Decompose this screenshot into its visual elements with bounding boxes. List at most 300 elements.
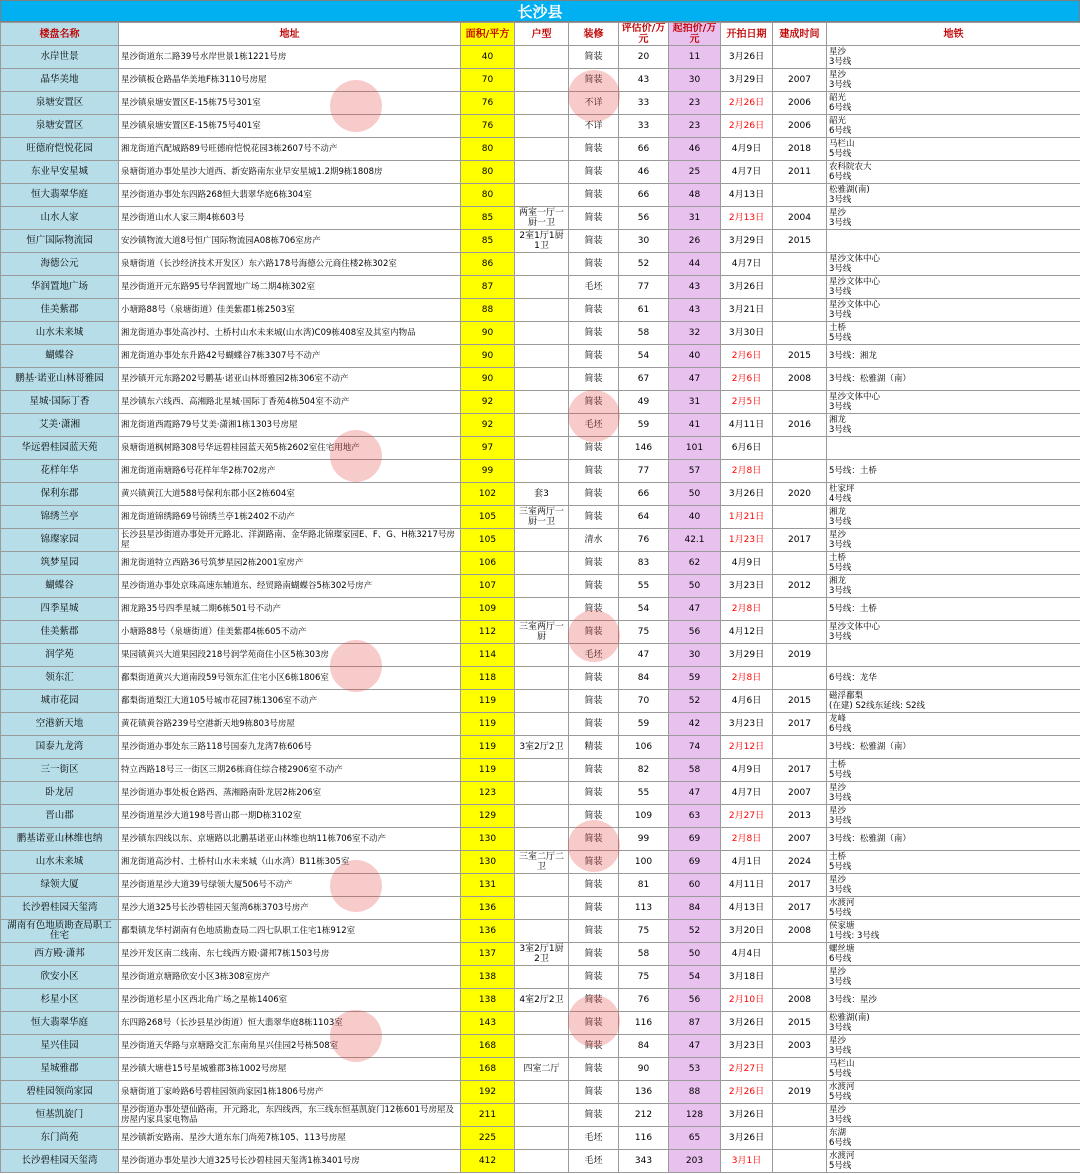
cell-area: 88	[461, 299, 515, 322]
cell-auction-date: 3月21日	[721, 299, 773, 322]
cell-built-year: 2019	[773, 1081, 827, 1104]
cell-built-year	[773, 460, 827, 483]
table-row	[1, 46, 1080, 69]
header-start-price: 起拍价/万元	[669, 23, 721, 46]
cell-auction-date: 2月10日	[721, 989, 773, 1012]
cell-start-price: 26	[669, 230, 721, 253]
cell-metro: 湘龙 3号线	[827, 414, 1080, 437]
cell-built-year: 2003	[773, 1035, 827, 1058]
cell-decoration: 简装	[569, 575, 619, 598]
cell-name: 空港新天地	[1, 713, 119, 736]
cell-built-year	[773, 943, 827, 966]
cell-area: 99	[461, 460, 515, 483]
cell-address: 星沙街道办事处东三路118号国泰九龙湾7栋606号	[119, 736, 461, 759]
cell-name: 恒大翡翠华庭	[1, 1012, 119, 1035]
cell-area: 76	[461, 92, 515, 115]
cell-address: 湘龙街道西霞路79号艾美·潇湘1栋1303号房屋	[119, 414, 461, 437]
cell-built-year	[773, 184, 827, 207]
cell-eval-price: 58	[619, 322, 669, 345]
table-row	[1, 483, 1080, 506]
cell-decoration: 毛坯	[569, 276, 619, 299]
cell-start-price: 50	[669, 483, 721, 506]
cell-eval-price: 77	[619, 460, 669, 483]
table-row	[1, 552, 1080, 575]
cell-eval-price: 20	[619, 46, 669, 69]
cell-name: 三一街区	[1, 759, 119, 782]
cell-start-price: 50	[669, 575, 721, 598]
cell-built-year	[773, 276, 827, 299]
cell-built-year	[773, 1104, 827, 1127]
cell-auction-date: 4月11日	[721, 414, 773, 437]
cell-auction-date: 4月9日	[721, 552, 773, 575]
cell-eval-price: 49	[619, 391, 669, 414]
cell-address: 长沙县星沙街道办事处开元路北、洋湖路南、金华路北锦璨家园E、F、G、H栋3217号房屋	[119, 529, 461, 552]
cell-auction-date: 2月6日	[721, 368, 773, 391]
cell-name: 花样年华	[1, 460, 119, 483]
cell-name: 星城雅郡	[1, 1058, 119, 1081]
cell-name: 长沙碧桂园天玺湾	[1, 1150, 119, 1173]
cell-built-year	[773, 322, 827, 345]
cell-built-year	[773, 46, 827, 69]
cell-start-price: 47	[669, 598, 721, 621]
cell-eval-price: 30	[619, 230, 669, 253]
header-auction-date: 开拍日期	[721, 23, 773, 46]
cell-layout	[515, 759, 569, 782]
cell-eval-price: 106	[619, 736, 669, 759]
cell-metro: 星沙 3号线	[827, 529, 1080, 552]
cell-area: 105	[461, 506, 515, 529]
cell-metro: 星沙 3号线	[827, 1104, 1080, 1127]
cell-built-year: 2017	[773, 713, 827, 736]
cell-auction-date: 3月23日	[721, 1035, 773, 1058]
cell-layout: 套3	[515, 483, 569, 506]
cell-layout	[515, 368, 569, 391]
cell-built-year: 2013	[773, 805, 827, 828]
table-row	[1, 851, 1080, 874]
cell-decoration: 简装	[569, 1012, 619, 1035]
cell-eval-price: 33	[619, 115, 669, 138]
table-row	[1, 966, 1080, 989]
cell-layout	[515, 690, 569, 713]
cell-name: 星兴佳园	[1, 1035, 119, 1058]
table-row	[1, 736, 1080, 759]
cell-start-price: 42	[669, 713, 721, 736]
cell-area: 114	[461, 644, 515, 667]
cell-eval-price: 75	[619, 920, 669, 943]
cell-start-price: 47	[669, 782, 721, 805]
cell-auction-date: 4月9日	[721, 759, 773, 782]
sheet-title: 长沙县	[0, 0, 1080, 22]
cell-start-price: 101	[669, 437, 721, 460]
cell-start-price: 56	[669, 989, 721, 1012]
cell-built-year: 2008	[773, 920, 827, 943]
cell-area: 92	[461, 414, 515, 437]
cell-layout	[515, 69, 569, 92]
table-row	[1, 529, 1080, 552]
cell-decoration: 简装	[569, 805, 619, 828]
cell-auction-date: 4月12日	[721, 621, 773, 644]
cell-auction-date: 3月20日	[721, 920, 773, 943]
cell-start-price: 87	[669, 1012, 721, 1035]
cell-layout	[515, 1035, 569, 1058]
cell-area: 123	[461, 782, 515, 805]
table-row	[1, 230, 1080, 253]
cell-address: 星沙镇大塘巷15号星城雅郡3栋1002号房屋	[119, 1058, 461, 1081]
cell-built-year: 2011	[773, 161, 827, 184]
table-row	[1, 989, 1080, 1012]
cell-built-year	[773, 437, 827, 460]
cell-address: 星沙镇板仓路晶华美地F栋3110号房屋	[119, 69, 461, 92]
cell-metro: 螺丝塘 6号线	[827, 943, 1080, 966]
cell-start-price: 30	[669, 69, 721, 92]
cell-auction-date: 2月27日	[721, 805, 773, 828]
cell-built-year: 2015	[773, 690, 827, 713]
table-row	[1, 598, 1080, 621]
cell-decoration: 简装	[569, 874, 619, 897]
header-built-year: 建成时间	[773, 23, 827, 46]
cell-built-year: 2024	[773, 851, 827, 874]
cell-area: 70	[461, 69, 515, 92]
cell-decoration: 简装	[569, 759, 619, 782]
cell-layout	[515, 1127, 569, 1150]
cell-name: 绿领大厦	[1, 874, 119, 897]
cell-built-year: 2015	[773, 230, 827, 253]
table-row	[1, 460, 1080, 483]
table-row	[1, 759, 1080, 782]
cell-built-year	[773, 253, 827, 276]
cell-name: 泉塘安置区	[1, 92, 119, 115]
cell-metro: 侯家塘 1号线: 3号线	[827, 920, 1080, 943]
cell-layout	[515, 322, 569, 345]
cell-eval-price: 212	[619, 1104, 669, 1127]
cell-name: 佳美紫郡	[1, 621, 119, 644]
table-row	[1, 667, 1080, 690]
cell-built-year	[773, 1127, 827, 1150]
cell-eval-price: 33	[619, 92, 669, 115]
cell-decoration: 简装	[569, 345, 619, 368]
cell-layout	[515, 391, 569, 414]
cell-address: 湘龙街道特立西路36号筑梦星园2栋2001室房产	[119, 552, 461, 575]
cell-eval-price: 82	[619, 759, 669, 782]
cell-auction-date: 4月13日	[721, 184, 773, 207]
cell-layout	[515, 437, 569, 460]
table-row	[1, 69, 1080, 92]
cell-auction-date: 2月8日	[721, 598, 773, 621]
cell-metro: 3号线：星沙	[827, 989, 1080, 1012]
cell-eval-price: 116	[619, 1012, 669, 1035]
cell-auction-date: 1月23日	[721, 529, 773, 552]
header-eval-price: 评估价/万元	[619, 23, 669, 46]
cell-area: 90	[461, 322, 515, 345]
cell-layout	[515, 897, 569, 920]
cell-eval-price: 84	[619, 667, 669, 690]
cell-name: 艾美·潇湘	[1, 414, 119, 437]
table-row	[1, 414, 1080, 437]
cell-built-year	[773, 621, 827, 644]
cell-built-year: 2007	[773, 828, 827, 851]
cell-area: 136	[461, 897, 515, 920]
cell-built-year: 2006	[773, 115, 827, 138]
cell-decoration: 简装	[569, 782, 619, 805]
cell-address: 星沙街道东二路39号水岸世景1栋1221号房	[119, 46, 461, 69]
cell-start-price: 23	[669, 92, 721, 115]
cell-decoration: 简装	[569, 598, 619, 621]
cell-area: 131	[461, 874, 515, 897]
cell-layout	[515, 414, 569, 437]
cell-address: 黄兴镇黄江大道588号保利东郡小区2栋604室	[119, 483, 461, 506]
cell-layout: 四室二厅	[515, 1058, 569, 1081]
cell-name: 卧龙居	[1, 782, 119, 805]
cell-name: 四季星城	[1, 598, 119, 621]
cell-layout: 2室1厅1厨1卫	[515, 230, 569, 253]
table-row	[1, 897, 1080, 920]
cell-area: 168	[461, 1035, 515, 1058]
cell-address: 东四路268号（长沙县星沙街道）恒大翡翠华庭8栋1103室	[119, 1012, 461, 1035]
cell-layout	[515, 138, 569, 161]
cell-start-price: 50	[669, 943, 721, 966]
cell-eval-price: 76	[619, 989, 669, 1012]
cell-address: 湘龙街道办事处高沙村、土桥村山水未来城(山水湾)C09栋408室及其室内物品	[119, 322, 461, 345]
cell-decoration: 简装	[569, 322, 619, 345]
cell-eval-price: 47	[619, 644, 669, 667]
cell-area: 85	[461, 230, 515, 253]
cell-start-price: 11	[669, 46, 721, 69]
cell-decoration: 简装	[569, 483, 619, 506]
table-row	[1, 713, 1080, 736]
cell-eval-price: 99	[619, 828, 669, 851]
cell-decoration: 简装	[569, 989, 619, 1012]
cell-layout: 三室两厅一厨	[515, 621, 569, 644]
cell-metro: 星沙 3号线	[827, 69, 1080, 92]
cell-layout	[515, 782, 569, 805]
table-row	[1, 161, 1080, 184]
cell-decoration: 简装	[569, 207, 619, 230]
cell-metro: 杜家坪 4号线	[827, 483, 1080, 506]
cell-address: 星沙街道杉星小区西北角广场之星栋1406室	[119, 989, 461, 1012]
cell-auction-date: 3月26日	[721, 483, 773, 506]
cell-start-price: 48	[669, 184, 721, 207]
cell-address: 鄱梨镇龙华村湖南有色地质勘查局二四七队职工住宅1栋912室	[119, 920, 461, 943]
header-metro: 地铁	[827, 23, 1080, 46]
cell-decoration: 简装	[569, 69, 619, 92]
cell-eval-price: 136	[619, 1081, 669, 1104]
cell-address: 星沙街道天华路与京塘路交汇东南角星兴佳园2号栋508室	[119, 1035, 461, 1058]
header-decoration: 装修	[569, 23, 619, 46]
cell-built-year: 2016	[773, 414, 827, 437]
cell-address: 星沙街道办事处板仓路西、蒸湘路南卧龙居2栋206室	[119, 782, 461, 805]
cell-metro: 土桥 5号线	[827, 322, 1080, 345]
table-row	[1, 1104, 1080, 1127]
cell-decoration: 简装	[569, 506, 619, 529]
cell-decoration: 毛坯	[569, 414, 619, 437]
cell-built-year: 2007	[773, 782, 827, 805]
cell-auction-date: 4月4日	[721, 943, 773, 966]
table-row	[1, 1081, 1080, 1104]
cell-start-price: 43	[669, 299, 721, 322]
cell-auction-date: 2月8日	[721, 667, 773, 690]
cell-name: 蝴蝶谷	[1, 575, 119, 598]
cell-layout	[515, 644, 569, 667]
cell-eval-price: 109	[619, 805, 669, 828]
cell-start-price: 23	[669, 115, 721, 138]
cell-eval-price: 113	[619, 897, 669, 920]
cell-start-price: 69	[669, 851, 721, 874]
cell-eval-price: 67	[619, 368, 669, 391]
cell-metro	[827, 230, 1080, 253]
cell-address: 安沙镇物流大道8号恒广国际物流园A08栋706室房产	[119, 230, 461, 253]
cell-built-year	[773, 391, 827, 414]
cell-layout: 两室一厅一厨一卫	[515, 207, 569, 230]
cell-name: 恒大翡翠华庭	[1, 184, 119, 207]
cell-area: 86	[461, 253, 515, 276]
cell-metro: 星沙 3号线	[827, 1035, 1080, 1058]
cell-decoration: 简装	[569, 713, 619, 736]
cell-name: 晋山郡	[1, 805, 119, 828]
cell-address: 鄱梨街道黄兴大道南段59号领东汇住宅小区6栋1806室	[119, 667, 461, 690]
cell-area: 40	[461, 46, 515, 69]
cell-address: 鄱梨街道梨江大道105号城市花园7栋1306室不动产	[119, 690, 461, 713]
cell-area: 97	[461, 437, 515, 460]
cell-layout	[515, 1104, 569, 1127]
cell-auction-date: 3月18日	[721, 966, 773, 989]
cell-built-year: 2015	[773, 345, 827, 368]
cell-metro: 星沙文体中心 3号线	[827, 253, 1080, 276]
cell-layout	[515, 1012, 569, 1035]
table-row	[1, 1035, 1080, 1058]
cell-area: 119	[461, 713, 515, 736]
cell-auction-date: 1月21日	[721, 506, 773, 529]
cell-metro: 3号线：湘龙	[827, 345, 1080, 368]
cell-auction-date: 4月9日	[721, 138, 773, 161]
cell-area: 137	[461, 943, 515, 966]
cell-start-price: 44	[669, 253, 721, 276]
cell-address: 星沙镇新安路南、星沙大道东东门尚苑7栋105、113号房屋	[119, 1127, 461, 1150]
cell-name: 水岸世景	[1, 46, 119, 69]
cell-address: 星沙街道开元东路95号华润置地广场二期4栋302室	[119, 276, 461, 299]
table-row	[1, 184, 1080, 207]
cell-name: 泉塘安置区	[1, 115, 119, 138]
cell-decoration: 简装	[569, 920, 619, 943]
cell-eval-price: 52	[619, 253, 669, 276]
cell-start-price: 40	[669, 506, 721, 529]
cell-start-price: 32	[669, 322, 721, 345]
cell-layout	[515, 1150, 569, 1173]
cell-metro: 东湖 6号线	[827, 1127, 1080, 1150]
cell-layout: 3室2厅2卫	[515, 736, 569, 759]
cell-auction-date: 2月6日	[721, 345, 773, 368]
cell-name: 碧桂园领尚家园	[1, 1081, 119, 1104]
cell-built-year: 2019	[773, 644, 827, 667]
cell-name: 恒基凯旋门	[1, 1104, 119, 1127]
cell-start-price: 65	[669, 1127, 721, 1150]
cell-layout	[515, 115, 569, 138]
cell-eval-price: 46	[619, 161, 669, 184]
cell-start-price: 46	[669, 138, 721, 161]
cell-built-year: 2004	[773, 207, 827, 230]
cell-name: 蝴蝶谷	[1, 345, 119, 368]
cell-area: 143	[461, 1012, 515, 1035]
cell-auction-date: 2月12日	[721, 736, 773, 759]
cell-area: 119	[461, 759, 515, 782]
table-row	[1, 368, 1080, 391]
header-area: 面积/平方	[461, 23, 515, 46]
cell-built-year	[773, 506, 827, 529]
cell-eval-price: 58	[619, 943, 669, 966]
cell-address: 星沙大道325号长沙碧桂园天玺湾6栋3703号房产	[119, 897, 461, 920]
table-row	[1, 1127, 1080, 1150]
cell-area: 109	[461, 598, 515, 621]
cell-metro: 星沙 3号线	[827, 874, 1080, 897]
cell-auction-date: 2月5日	[721, 391, 773, 414]
cell-built-year: 2018	[773, 138, 827, 161]
table-row	[1, 920, 1080, 943]
cell-area: 105	[461, 529, 515, 552]
cell-layout	[515, 966, 569, 989]
table-row	[1, 322, 1080, 345]
table-row	[1, 345, 1080, 368]
cell-area: 107	[461, 575, 515, 598]
cell-start-price: 74	[669, 736, 721, 759]
cell-area: 80	[461, 184, 515, 207]
table-row	[1, 1058, 1080, 1081]
cell-auction-date: 2月8日	[721, 460, 773, 483]
cell-start-price: 53	[669, 1058, 721, 1081]
cell-area: 90	[461, 345, 515, 368]
cell-start-price: 47	[669, 1035, 721, 1058]
cell-start-price: 59	[669, 667, 721, 690]
cell-metro: 韶光 6号线	[827, 115, 1080, 138]
cell-layout	[515, 1081, 569, 1104]
cell-built-year: 2012	[773, 575, 827, 598]
cell-name: 山水人家	[1, 207, 119, 230]
cell-start-price: 25	[669, 161, 721, 184]
cell-area: 118	[461, 667, 515, 690]
cell-start-price: 52	[669, 690, 721, 713]
cell-metro	[827, 437, 1080, 460]
cell-layout	[515, 460, 569, 483]
cell-auction-date: 2月26日	[721, 92, 773, 115]
cell-area: 412	[461, 1150, 515, 1173]
cell-metro: 水渡河 5号线	[827, 1081, 1080, 1104]
cell-decoration: 简装	[569, 1035, 619, 1058]
cell-built-year	[773, 598, 827, 621]
cell-eval-price: 66	[619, 138, 669, 161]
cell-address: 星沙开发区南二线南、东七线西方殿·潇邦7栋1503号房	[119, 943, 461, 966]
cell-eval-price: 54	[619, 345, 669, 368]
cell-eval-price: 90	[619, 1058, 669, 1081]
cell-auction-date: 3月29日	[721, 69, 773, 92]
cell-auction-date: 4月6日	[721, 690, 773, 713]
cell-metro: 3号线：松雅湖（南）	[827, 828, 1080, 851]
cell-area: 136	[461, 920, 515, 943]
cell-name: 城市花园	[1, 690, 119, 713]
cell-built-year	[773, 1058, 827, 1081]
cell-eval-price: 54	[619, 598, 669, 621]
table-row	[1, 506, 1080, 529]
cell-address: 湘龙路35号四季星城二期6栋501号不动产	[119, 598, 461, 621]
cell-name: 佳美紫郡	[1, 299, 119, 322]
cell-address: 星沙镇东六线西、高湘路北星城·国际丁香苑4栋504室不动产	[119, 391, 461, 414]
table-row	[1, 138, 1080, 161]
table-row	[1, 874, 1080, 897]
cell-eval-price: 75	[619, 966, 669, 989]
cell-decoration: 简装	[569, 230, 619, 253]
cell-layout	[515, 253, 569, 276]
cell-eval-price: 66	[619, 184, 669, 207]
table-row	[1, 92, 1080, 115]
cell-name: 国泰九龙湾	[1, 736, 119, 759]
cell-layout	[515, 874, 569, 897]
